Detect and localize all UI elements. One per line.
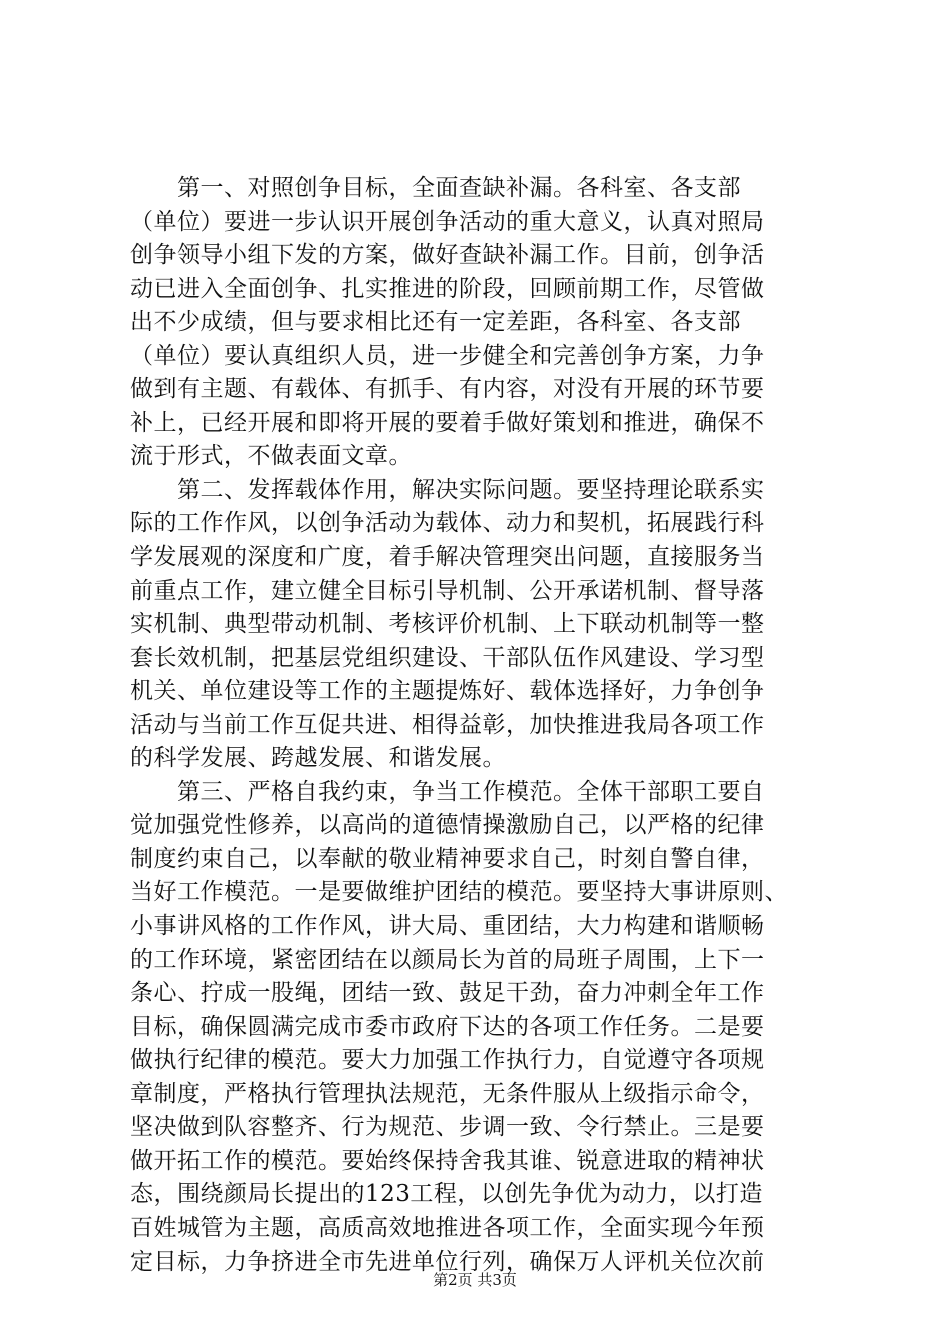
text-line: 创争领导小组下发的方案，做好查缺补漏工作。目前，创争活 [130,242,765,269]
text-line: 章制度，严格执行管理执法规范，无条件服从上级指示命令， [130,1080,765,1107]
text-line: 定目标，力争挤进全市先进单位行列，确保万人评机关位次前 [130,1248,765,1275]
text-line: 第二、发挥载体作用，解决实际问题。要坚持理论联系实 [130,476,765,503]
text-line: 小事讲风格的工作作风，讲大局、重团结，大力构建和谐顺畅 [130,913,765,940]
text-line: 流于形式，不做表面文章。 [130,443,412,470]
text-line: 做到有主题、有载体、有抓手、有内容，对没有开展的环节要 [130,376,765,403]
text-line: 的科学发展、跨越发展、和谐发展。 [130,745,506,772]
text-line: 前重点工作，建立健全目标引导机制、公开承诺机制、督导落 [130,577,765,604]
text-line: 目标，确保圆满完成市委市政府下达的各项工作任务。二是要 [130,1013,765,1040]
text-line: 学发展观的深度和广度，着手解决管理突出问题，直接服务当 [130,544,765,571]
text-line: 套长效机制，把基层党组织建设、干部队伍作风建设、学习型 [130,644,765,671]
text-line: 补上，已经开展和即将开展的要着手做好策划和推进，确保不 [130,409,765,436]
text-line: 态，围绕颜局长提出的123工程，以创先争优为动力，以打造 [130,1181,763,1208]
text-line: 做开拓工作的模范。要始终保持舍我其谁、锐意进取的精神状 [130,1147,765,1174]
text-line: 坚决做到队容整齐、行为规范、步调一致、令行禁止。三是要 [130,1114,765,1141]
text-line: 制度约束自己，以奉献的敬业精神要求自己，时刻自警自律， [130,845,765,872]
text-line: 实机制、典型带动机制、考核评价机制、上下联动机制等一整 [130,611,765,638]
document-body [130,172,830,1279]
text-line: 百姓城管为主题，高质高效地推进各项工作，全面实现今年预 [130,1214,765,1241]
text-line: 第三、严格自我约束，争当工作模范。全体干部职工要自 [130,778,765,805]
text-line: 的工作环境，紧密团结在以颜局长为首的局班子周围，上下一 [130,946,765,973]
text-line: 机关、单位建设等工作的主题提炼好、载体选择好，力争创争 [130,678,765,705]
page-number-footer: 第2页 共3页 [433,1271,517,1289]
text-line: 际的工作作风，以创争活动为载体、动力和契机，拓展践行科 [130,510,765,537]
text-line: （单位）要进一步认识开展创争活动的重大意义，认真对照局 [130,208,765,235]
text-line: 觉加强党性修养，以高尚的道德情操激励自己，以严格的纪律 [130,812,765,839]
text-line: 当好工作模范。一是要做维护团结的模范。要坚持大事讲原则、 [130,879,788,906]
text-line: 第一、对照创争目标，全面查缺补漏。各科室、各支部 [130,175,741,201]
text-line: 活动与当前工作互促共进、相得益彰，加快推进我局各项工作 [130,711,765,738]
text-line: 出不少成绩，但与要求相比还有一定差距，各科室、各支部 [130,309,741,336]
text-line: （单位）要认真组织人员，进一步健全和完善创争方案，力争 [130,342,765,369]
text-line: 做执行纪律的模范。要大力加强工作执行力，自觉遵守各项规 [130,1047,765,1074]
text-line: 条心、拧成一股绳，团结一致、鼓足干劲，奋力冲刺全年工作 [130,980,765,1007]
text-line: 动已进入全面创争、扎实推进的阶段，回顾前期工作，尽管做 [130,275,765,302]
